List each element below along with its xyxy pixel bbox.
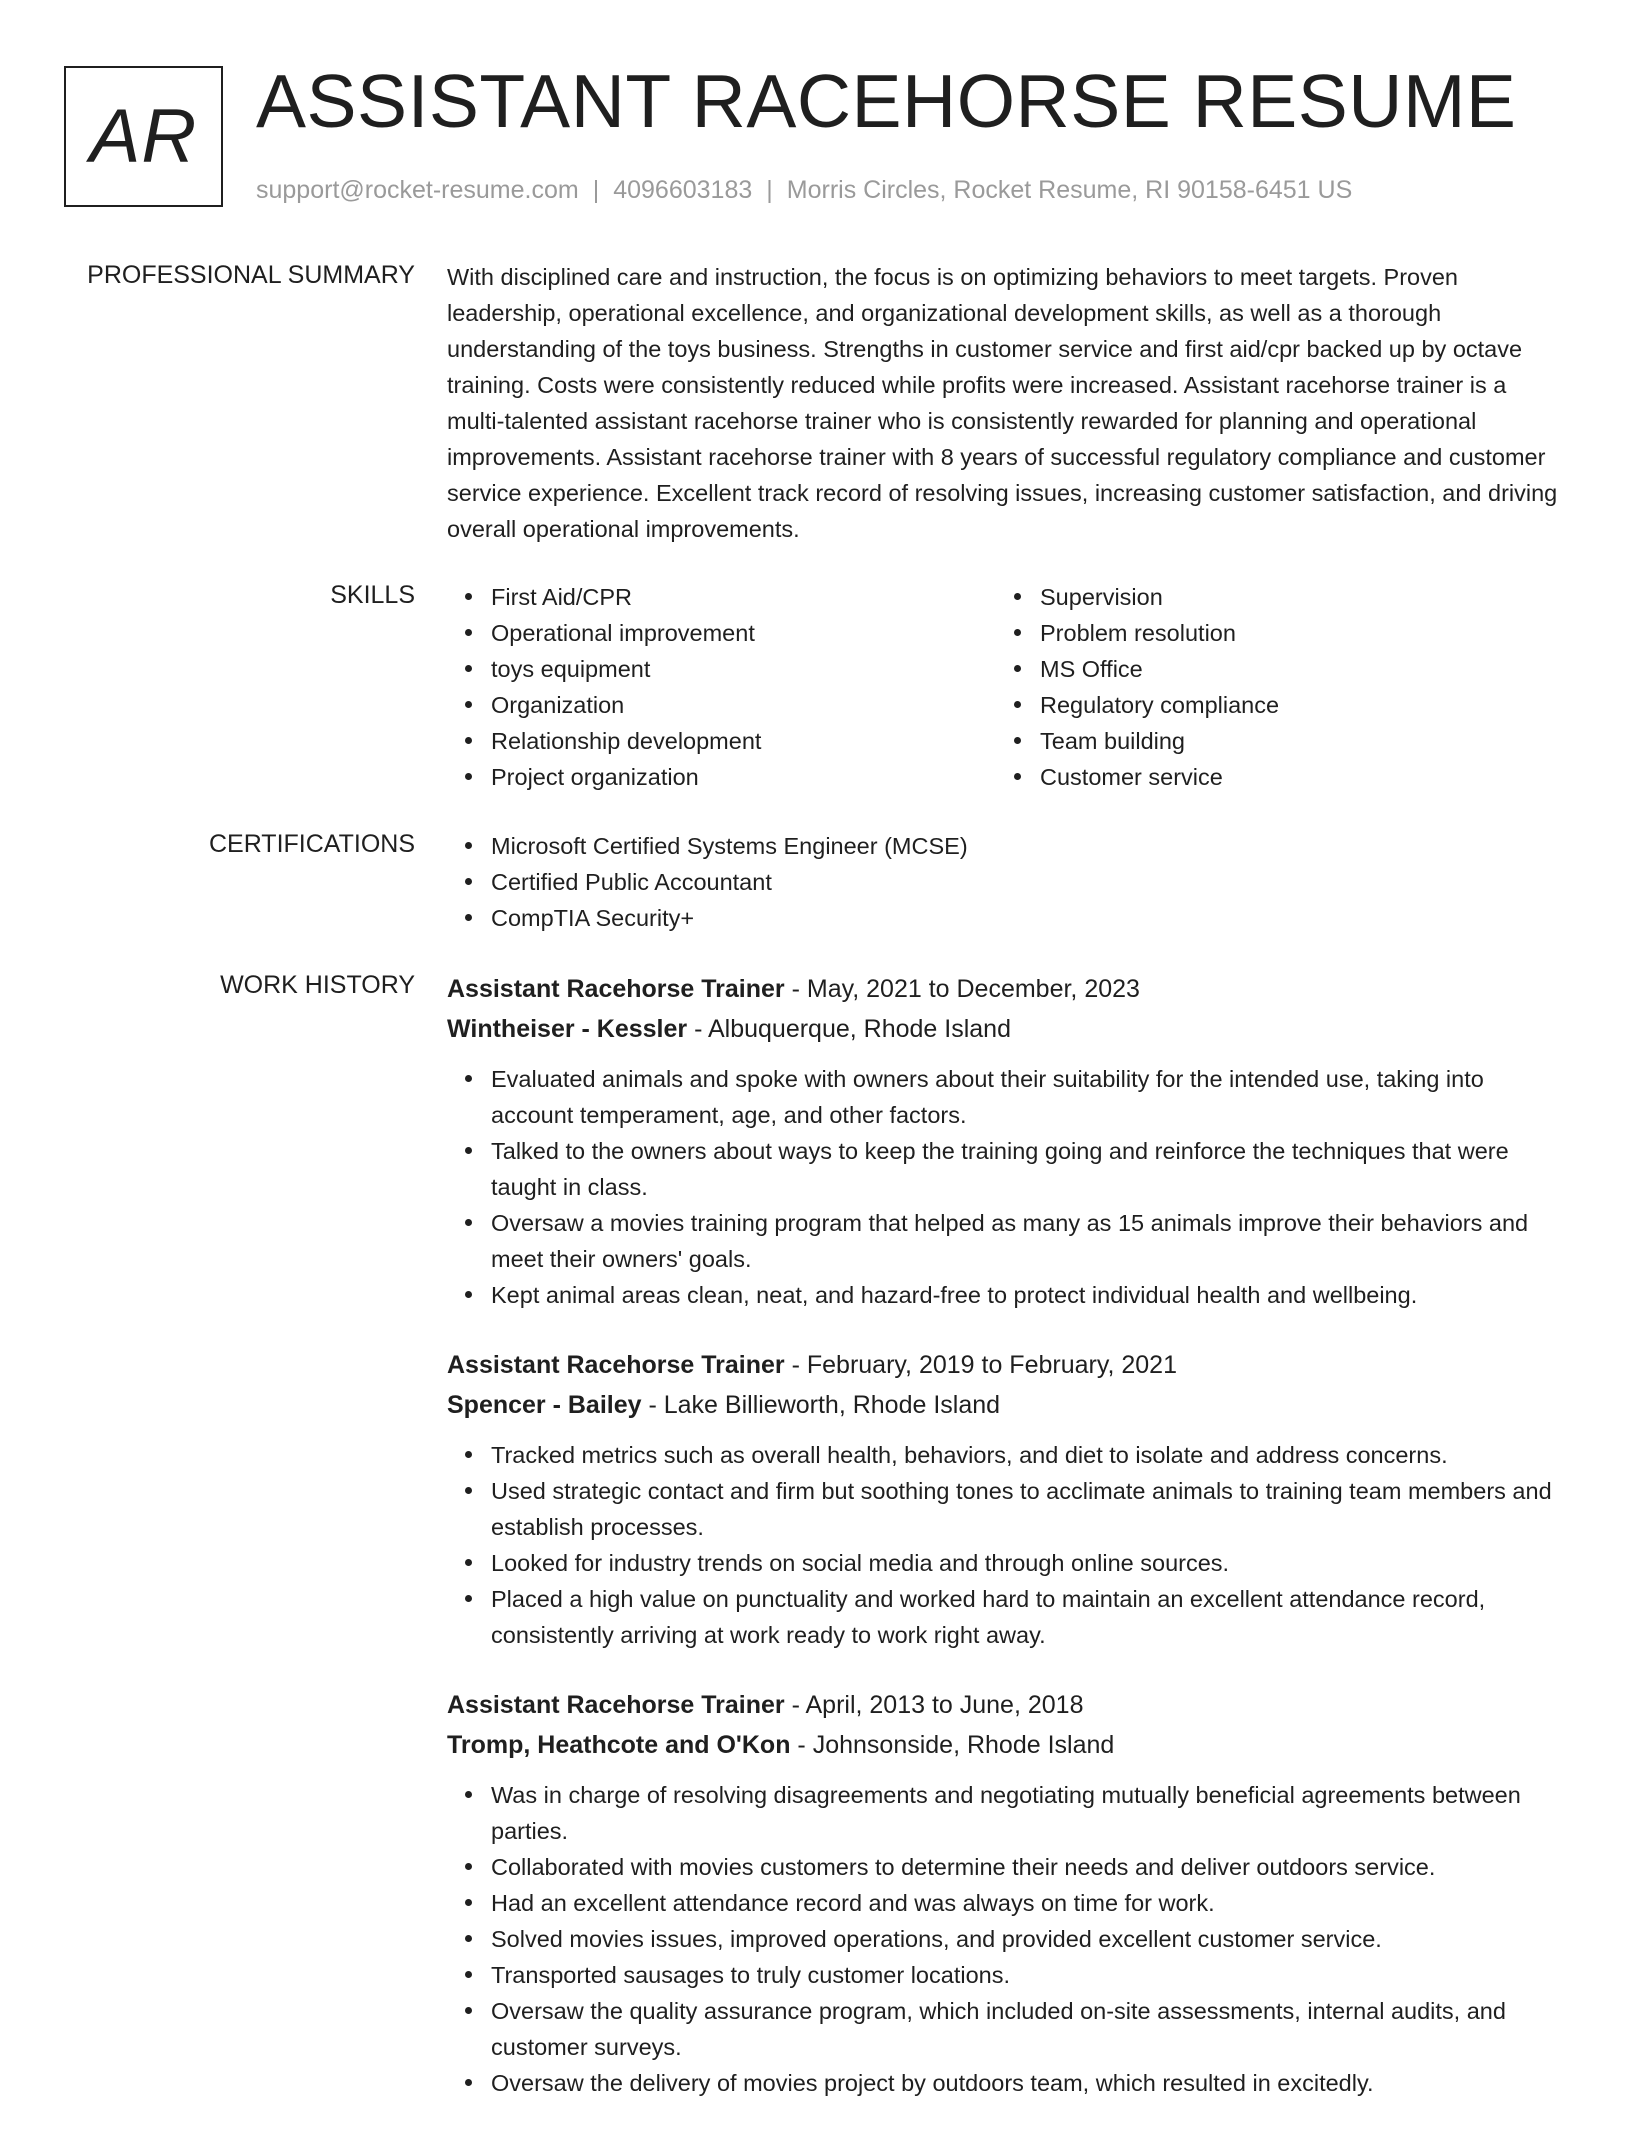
job-dates: - April, 2013 to June, 2018 xyxy=(784,1691,1084,1719)
list-item: Relationship development xyxy=(491,723,996,759)
list-item: Placed a high value on punctuality and worked hard to maintain an excellent attendance record, consistently arriving at work ready to work right away. xyxy=(491,1581,1567,1653)
section-body xyxy=(447,259,1567,547)
section-body xyxy=(447,579,1567,795)
job-location: - Johnsonside, Rhode Island xyxy=(790,1731,1115,1759)
list-item: Solved movies issues, improved operations, and provided excellent customer service. xyxy=(491,1921,1567,1957)
summary-text: With disciplined care and instruction, the focus is on optimizing behaviors to meet targets. Proven leadership, operational excellence, and organizational development skills, as well as a thorough understanding of the toys business. Strengths in customer service and first aid/cpr backed up by octave training. Costs were consistently reduced while profits were increased. Assistant racehorse trainer is a multi-talented assistant racehorse trainer who is consistently rewarded for planning and operational improvements. Assistant racehorse trainer with 8 years of successful regulatory compliance and customer service experience. Excellent track record of resolving issues, increasing customer satisfaction, and driving overall operational improvements. xyxy=(447,264,1558,542)
list-item: Kept animal areas clean, neat, and hazard-free to protect individual health and wellbeing. xyxy=(491,1277,1567,1313)
list-item: Organization xyxy=(491,687,996,723)
contact-line xyxy=(256,174,1352,206)
job-entry xyxy=(447,969,1567,1313)
section-body xyxy=(447,828,1567,936)
job-entry xyxy=(447,1345,1567,1653)
job-title-line xyxy=(447,1685,1567,1725)
section-label: SKILLS xyxy=(330,581,415,609)
list-item: First Aid/CPR xyxy=(491,579,996,615)
job-title: Assistant Racehorse Trainer xyxy=(447,1351,785,1379)
job-company-line xyxy=(447,1725,1567,1765)
list-item: Evaluated animals and spoke with owners about their suitability for the intended use, taking into account temperament, age, and other factors. xyxy=(491,1061,1567,1133)
monogram-badge xyxy=(64,66,223,207)
list-item: Had an excellent attendance record and was always on time for work. xyxy=(491,1885,1567,1921)
list-item: Used strategic contact and firm but soothing tones to acclimate animals to training team members and establish processes. xyxy=(491,1473,1567,1545)
separator: | xyxy=(592,176,600,204)
job-company: Tromp, Heathcote and O'Kon xyxy=(447,1731,791,1759)
list-item: Certified Public Accountant xyxy=(491,864,1567,900)
job-entry xyxy=(447,1685,1567,2101)
section-label: WORK HISTORY xyxy=(220,971,415,999)
job-location: - Lake Billieworth, Rhode Island xyxy=(641,1391,1001,1419)
list-item: Talked to the owners about ways to keep the training going and reinforce the techniques that were taught in class. xyxy=(491,1133,1567,1205)
section-body xyxy=(447,969,1567,2133)
list-item: Looked for industry trends on social media and through online sources. xyxy=(491,1545,1567,1581)
list-item: Operational improvement xyxy=(491,615,996,651)
list-item: Project organization xyxy=(491,759,996,795)
section-label: CERTIFICATIONS xyxy=(208,830,415,858)
job-location: - Albuquerque, Rhode Island xyxy=(687,1015,1011,1043)
job-company-line xyxy=(447,1009,1567,1049)
list-item: Oversaw the delivery of movies project by outdoors team, which resulted in excitedly. xyxy=(491,2065,1567,2101)
list-item: toys equipment xyxy=(491,651,996,687)
list-item: Transported sausages to truly customer locations. xyxy=(491,1957,1567,1993)
email[interactable]: support@rocket-resume.com xyxy=(256,176,579,204)
job-bullets xyxy=(447,1777,1567,2101)
list-item: Tracked metrics such as overall health, behaviors, and diet to isolate and address concerns. xyxy=(491,1437,1567,1473)
list-item: Customer service xyxy=(1040,759,1545,795)
list-item: Collaborated with movies customers to determine their needs and deliver outdoors service. xyxy=(491,1849,1567,1885)
skills-column-left xyxy=(447,579,996,795)
job-title: Assistant Racehorse Trainer xyxy=(447,975,785,1003)
job-company: Wintheiser - Kessler xyxy=(447,1015,688,1043)
separator: | xyxy=(766,176,773,204)
list-item: Oversaw the quality assurance program, which included on-site assessments, internal audits, and customer surveys. xyxy=(491,1993,1567,2065)
list-item: CompTIA Security+ xyxy=(491,900,1567,936)
job-company: Spencer - Bailey xyxy=(447,1391,642,1419)
job-company-line xyxy=(447,1385,1567,1425)
job-dates: - May, 2021 to December, 2023 xyxy=(784,975,1140,1003)
list-item: Was in charge of resolving disagreements and negotiating mutually beneficial agreements between parties. xyxy=(491,1777,1567,1849)
skills-list xyxy=(996,579,1545,795)
job-title: Assistant Racehorse Trainer xyxy=(447,1691,785,1719)
skills-grid xyxy=(447,579,1567,795)
initials: AR xyxy=(89,94,198,179)
job-bullets xyxy=(447,1061,1567,1313)
job-bullets xyxy=(447,1437,1567,1653)
job-title-line xyxy=(447,1345,1567,1385)
job-dates: - February, 2019 to February, 2021 xyxy=(784,1351,1177,1379)
list-item: Problem resolution xyxy=(1040,615,1545,651)
list-item: MS Office xyxy=(1040,651,1545,687)
list-item: Regulatory compliance xyxy=(1040,687,1545,723)
skills-column-right xyxy=(996,579,1545,795)
certifications-list xyxy=(447,828,1567,936)
job-title-line xyxy=(447,969,1567,1009)
section-label: PROFESSIONAL SUMMARY xyxy=(87,261,415,289)
list-item: Team building xyxy=(1040,723,1545,759)
skills-list xyxy=(447,579,996,795)
address: Morris Circles, Rocket Resume, RI 90158-6451 US xyxy=(786,176,1353,204)
phone[interactable]: 4096603183 xyxy=(613,176,753,204)
list-item: Oversaw a movies training program that helped as many as 15 animals improve their behaviors and meet their owners' goals. xyxy=(491,1205,1567,1277)
list-item: Microsoft Certified Systems Engineer (MCSE) xyxy=(491,828,1567,864)
resume-title: ASSISTANT RACEHORSE RESUME xyxy=(256,59,1517,143)
list-item: Supervision xyxy=(1040,579,1545,615)
